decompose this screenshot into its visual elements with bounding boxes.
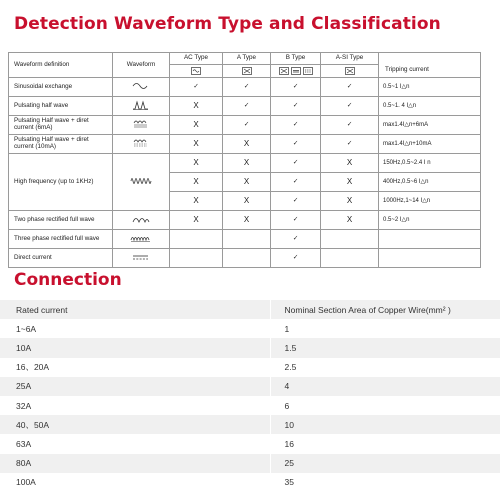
check-icon: ✓ — [271, 154, 321, 173]
check-icon: ✓ — [271, 116, 321, 135]
empty-cell — [170, 249, 223, 268]
pulsating-half-wave-icon — [113, 97, 170, 116]
rated-current: 1~6A — [0, 319, 270, 338]
cross-mark: X — [170, 211, 223, 230]
header-asi-type: A-SI Type — [321, 53, 379, 65]
table-row — [9, 211, 481, 230]
direct-current-icon — [113, 249, 170, 268]
header-tripping-current: Tripping current — [379, 53, 481, 78]
table-header-row — [0, 300, 500, 319]
table-row — [0, 434, 500, 453]
table-row — [0, 319, 500, 338]
wire-area: 10 — [270, 415, 500, 434]
table-row — [9, 116, 481, 135]
tripping-current: max1.4I△n+10mA — [379, 135, 481, 154]
waveform-definition: Pulsating Half wave + diret current (10mA) — [9, 135, 113, 154]
tripping-current: 1000Hz,1~14 I△n — [379, 192, 481, 211]
cross-mark: X — [321, 192, 379, 211]
wire-area: 1 — [284, 323, 290, 334]
check-icon: ✓ — [321, 78, 379, 97]
half-wave-dc-icon — [113, 116, 170, 135]
detection-waveform-table — [8, 52, 481, 268]
check-icon: ✓ — [321, 116, 379, 135]
cross-mark: X — [170, 97, 223, 116]
rated-current: 10A — [0, 338, 270, 357]
waveform-definition: Pulsating Half wave + diret current (6mA) — [9, 116, 113, 135]
cross-mark: X — [170, 116, 223, 135]
table-row — [9, 78, 481, 97]
check-icon: ✓ — [321, 97, 379, 116]
rated-current: 25A — [0, 377, 270, 396]
check-icon: ✓ — [271, 173, 321, 192]
header-wire-area: Nominal Section Area of Copper Wire(mm² ) — [270, 300, 500, 319]
header-waveform-definition: Waveform definition — [9, 53, 113, 78]
waveform-definition: Pulsating half wave — [9, 97, 113, 116]
table-row — [9, 135, 481, 154]
cross-mark: X — [170, 173, 223, 192]
cross-mark: X — [223, 192, 271, 211]
empty-cell — [223, 249, 271, 268]
tripping-current — [379, 230, 481, 249]
header-b-type: B Type — [271, 53, 321, 65]
check-icon: ✓ — [271, 97, 321, 116]
table-row — [9, 230, 481, 249]
table-row — [9, 154, 481, 173]
rated-current: 100A — [0, 473, 270, 492]
wire-area: 35 — [284, 477, 294, 488]
connection-section-title: Connection — [14, 270, 122, 290]
cross-mark: X — [321, 154, 379, 173]
table-row — [0, 473, 500, 492]
rated-current: 80A — [0, 454, 270, 473]
check-icon: ✓ — [223, 97, 271, 116]
wire-area: 4 — [270, 377, 500, 396]
check-icon: ✓ — [271, 211, 321, 230]
tripping-current: 400Hz,0.5~6 I△n — [379, 173, 481, 192]
table-row — [0, 377, 500, 396]
wire-area: 2.5 — [284, 362, 297, 373]
table-row — [0, 338, 500, 357]
rated-current: 63A — [0, 434, 270, 453]
header-rated-current: Rated current — [0, 300, 270, 319]
half-wave-dc-icon — [113, 135, 170, 154]
table-row — [0, 358, 500, 377]
asi-type-symbol-icon — [321, 65, 379, 78]
table-row — [0, 415, 500, 434]
empty-cell — [223, 230, 271, 249]
cross-mark: X — [170, 154, 223, 173]
two-phase-rectified-wave-icon — [113, 211, 170, 230]
check-icon: ✓ — [271, 135, 321, 154]
cross-mark: X — [321, 211, 379, 230]
waveform-definition: Two phase rectified full wave — [9, 211, 113, 230]
check-icon: ✓ — [271, 192, 321, 211]
cross-mark: X — [223, 135, 271, 154]
detection-section-title: Detection Waveform Type and Classification — [14, 14, 441, 34]
cross-mark: X — [170, 135, 223, 154]
table-row — [9, 97, 481, 116]
rated-current: 40、50A — [0, 415, 270, 434]
check-icon: ✓ — [271, 78, 321, 97]
waveform-definition: Direct current — [9, 249, 113, 268]
empty-cell — [321, 230, 379, 249]
table-row — [0, 396, 500, 415]
table-row — [0, 454, 500, 473]
wire-area: 25 — [270, 454, 500, 473]
check-icon: ✓ — [321, 135, 379, 154]
cross-mark: X — [223, 154, 271, 173]
wire-area: 16 — [284, 438, 294, 449]
sine-wave-icon — [113, 78, 170, 97]
header-a-type: A Type — [223, 53, 271, 65]
three-phase-rectified-wave-icon — [113, 230, 170, 249]
tripping-current: 0.5~2 I△n — [379, 211, 481, 230]
wire-area: 1.5 — [270, 338, 500, 357]
header-ac-type: AC Type — [170, 53, 223, 65]
tripping-current: 0.5~1 I△n — [379, 78, 481, 97]
table-row — [9, 249, 481, 268]
connection-table — [0, 300, 500, 492]
waveform-definition: Sinusoidal exchange — [9, 78, 113, 97]
ac-type-symbol-icon — [170, 65, 223, 78]
cross-mark: X — [321, 173, 379, 192]
b-type-symbol-icon — [271, 65, 321, 78]
waveform-definition: High frequency (up to 1KHz) — [9, 154, 113, 211]
rated-current: 32A — [0, 396, 270, 415]
cross-mark: X — [223, 211, 271, 230]
high-frequency-wave-icon — [113, 154, 170, 211]
a-type-symbol-icon — [223, 65, 271, 78]
empty-cell — [170, 230, 223, 249]
check-icon: ✓ — [170, 78, 223, 97]
tripping-current: max1.4I△n+6mA — [379, 116, 481, 135]
tripping-current — [379, 249, 481, 268]
empty-cell — [321, 249, 379, 268]
tripping-current: 150Hz,0.5~2.4 I n — [379, 154, 481, 173]
waveform-definition: Three phase rectified full wave — [9, 230, 113, 249]
wire-area: 6 — [284, 400, 290, 411]
cross-mark: X — [170, 192, 223, 211]
check-icon: ✓ — [271, 249, 321, 268]
check-icon: ✓ — [223, 116, 271, 135]
check-icon: ✓ — [271, 230, 321, 249]
header-waveform: Waveform — [113, 53, 170, 78]
check-icon: ✓ — [223, 78, 271, 97]
rated-current: 16、20A — [0, 358, 270, 377]
tripping-current: 0.5~1. 4 I△n — [379, 97, 481, 116]
cross-mark: X — [223, 173, 271, 192]
